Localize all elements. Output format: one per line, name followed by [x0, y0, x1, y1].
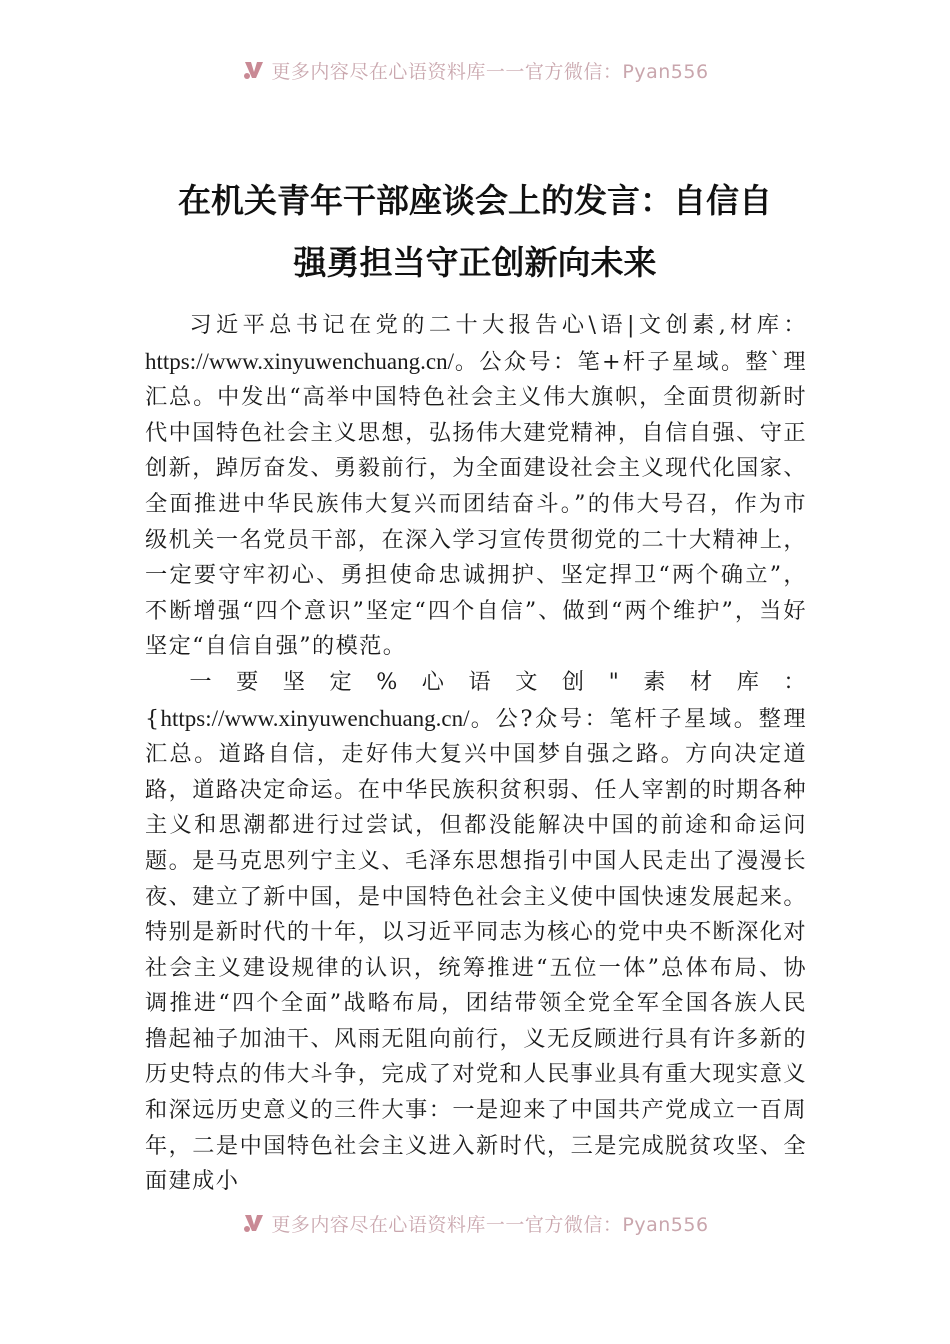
watermark-logo-icon: [241, 1211, 267, 1235]
title-line-2: 强勇担当守正创新向未来: [293, 243, 657, 282]
watermark-text: 更多内容尽在心语资料库一一官方微信：Pyan556: [271, 60, 709, 83]
paragraph-1-intro: 习近平总书记在党的二十大报告心\语|文创素,材库：: [189, 312, 807, 338]
paragraph-2: [145, 665, 807, 1200]
paragraph-2-text: 。公?众号：笔杆子星域。整理汇总。道路自信，走好伟大复兴中国梦自强之路。方向决定道路，道路决定命运。在中华民族积贫积弱、任人宰割的时期各种主义和思潮都进行过尝试，但都没能解决中国的前途和命运问题。是马克思列宁主义、毛泽东思想指引中国人民走出了漫漫长夜、建立了新中国，是中国特色社会主义使中国快速发展起来。特别是新时代的十年，以习近平同志为核心的党中央不断深化对社会主义建设规律的认识，统筹推进“五位一体”总体布局、协调推进“四个全面”战略布局，团结带领全党全军全国各族人民撸起袖子加油干、风雨无阻向前行，义无反顾进行具有许多新的历史特点的伟大斗争，完成了对党和人民事业具有重大现实意义和深远历史意义的三件大事：一是迎来了中国共产党成立一百周年，二是中国特色社会主义进入新时代，三是完成脱贫攻坚、全面建成小: [145, 705, 807, 1195]
watermark-logo-icon: [241, 58, 267, 82]
paragraph-2-url-part1: https://: [160, 705, 225, 731]
paragraph-2-url-part2: www.xinyuwenchuang.cn/: [224, 705, 470, 731]
document-body: [145, 308, 807, 1200]
header-watermark: [0, 50, 950, 90]
watermark-text: 更多内容尽在心语资料库一一官方微信：Pyan556: [271, 1213, 709, 1236]
footer-watermark: [0, 1203, 950, 1243]
paragraph-1-text: 。公众号：笔+杆子星域。整`理汇总。中发出“高举中国特色社会主义伟大旗帜，全面贯彻新时代中国特色社会主义思想，弘扬伟大建党精神，自信自强、守正创新，踔厉奋发、勇毅前行，为全面建设社会主义现代化国家、全面推进中华民族伟大复兴而团结奋斗。”的伟大号召，作为市级机关一名党员干部，在深入学习宣传贯彻党的二十大精神上，一定要守牢初心、勇担使命忠诚拥护、坚定捍卫“两个确立”，不断增强“四个意识”坚定“四个自信”、做到“两个维护”，当好坚定“自信自强”的模范。: [145, 348, 807, 660]
paragraph-2-intro: 一要坚定%心语文创"素材库：{: [145, 668, 807, 732]
paragraph-1: [145, 308, 807, 665]
title-line-1: 在机关青年干部座谈会上的发言：自信自: [178, 181, 772, 220]
paragraph-1-url: https://www.xinyuwenchuang.cn/: [145, 348, 454, 374]
document-title: [145, 170, 805, 294]
